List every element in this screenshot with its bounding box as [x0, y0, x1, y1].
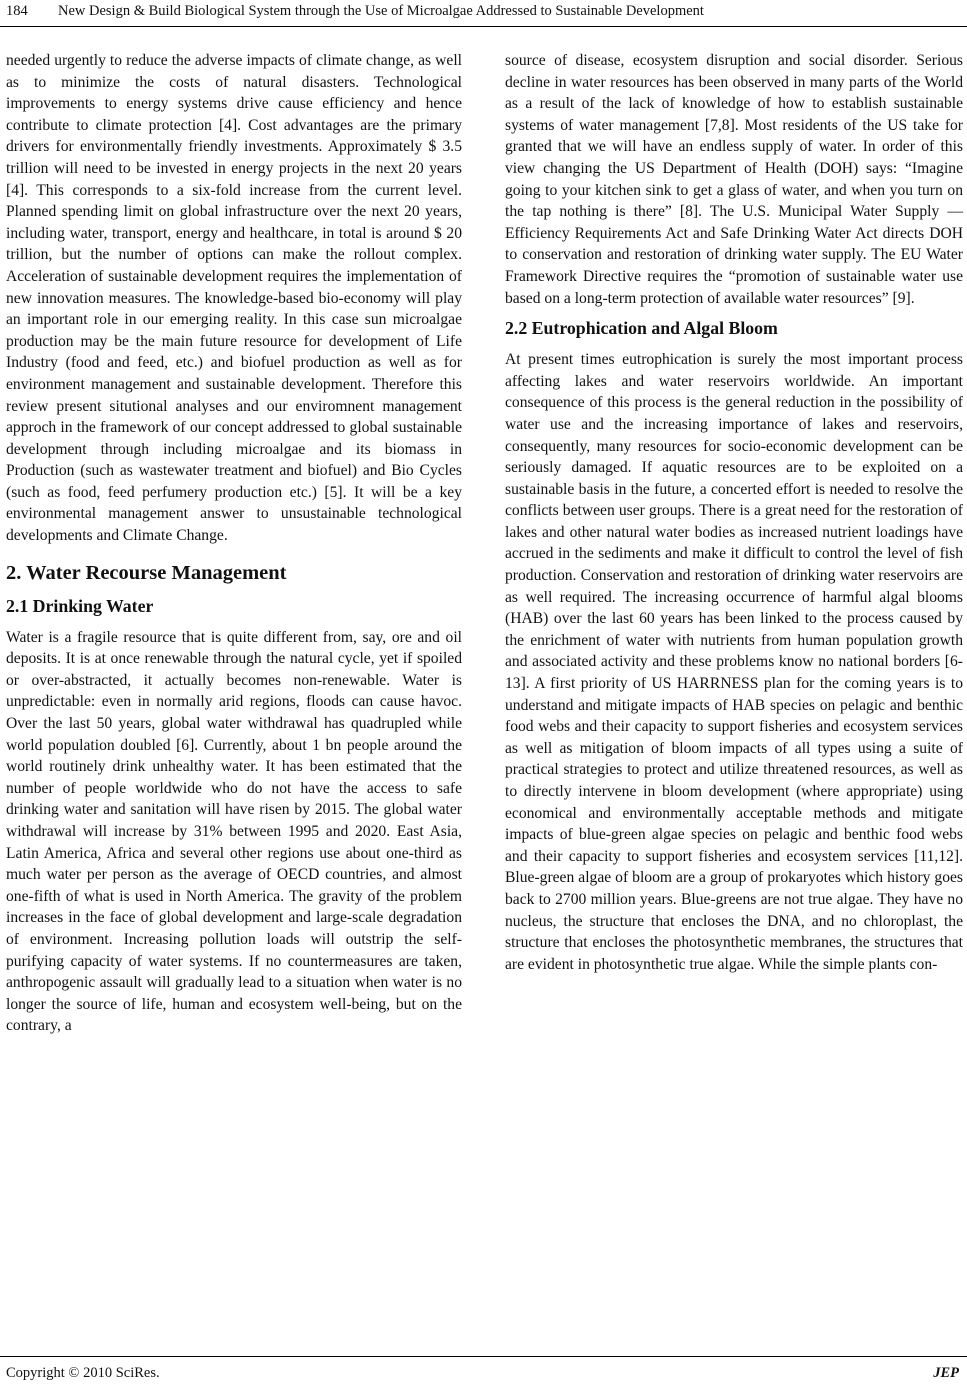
footer-rule [0, 1356, 967, 1357]
paragraph: source of disease, ecosystem disruption and social disorder. Serious decline in water resources has been observed in many parts of the World as a result of the lack of knowledge of how to establish sustainable systems of water management [7,8]. Most residents of the US take for granted that we will have an endless supply of water. In order of this view changing the US Department of Health (DOH) says: “Imagine going to your kitchen sink to get a glass of water, and when you turn on the tap nothing is there” [8]. The U.S. Municipal Water Supply —Efficiency Requirements Act and Safe Drinking Water Act directs DOH to conservation and restoration of drinking water supply. The EU Water Framework Directive requires the “promotion of sustainable water use based on a long-term protection of available water resources” [9]. [505, 52, 963, 307]
journal-abbreviation: JEP [933, 1365, 959, 1381]
paragraph: needed urgently to reduce the adverse impacts of climate change, as well as to minimize the costs of natural disasters. Technological improvements to energy systems drive cause efficiency and hence contribute to climate protection [4]. Cost advantages are the primary drivers for environmentally friendly investments. Approximately $ 3.5 trillion will need to be invested in energy projects in the next 20 years [4]. This corresponds to a six-fold increase from the current level. Planned spending limit on global infrastructure over the next 20 years, including water, transport, energy and healthcare, in total is around $ 20 trillion, but the number of options can make the rollout complex. Acceleration of sustainable development requires the implementation of new innovation measures. The knowledge-based bio-economy will play an important role in our emerging reality. In this case sun microalgae production may be the main future resource for development of Life Industry (food and feed, etc.) and biofuel production as well as for environment management and sustainable development. Therefore this review present situtional analyses and our enviromnent management approch in the framework of our concept addressed to global sustainable development through including microalgae and its biomass in Production (such as wastewater treatment and biofuel) and Bio Cycles (such as food, feed perfumery production etc.) [5]. It will be a key environmental management answer to unsustainable technological developments and Climate Change. [6, 52, 462, 545]
right-column [505, 50, 963, 983]
paragraph: At present times eutrophication is surely the most important process affecting lakes and water reservoirs worldwide. An important consequence of this process is the general reduction in the possibility of water use and the increasing importance of lakes and reservoirs, consequently, many resources for socio-economic development can be seriously damaged. If aquatic resources are to be exploited on a sustainable basis in the future, a concerted effort is needed to resolve the conflicts between user groups. There is a great need for the restoration of lakes and other natural water bodies as increased nutrient loadings have accrued in the sediments and make it difficult to control the level of fish production. Conservation and restoration of drinking water reservoirs are as well required. The increasing occurrence of harmful algal blooms (HAB) over the last 60 years has been linked to the process caused by the enrichment of water with nutrients from human population growth and associated activity and these problems know no national borders [6-13]. A first priority of US HARRNESS plan for the coming years is to understand and mitigate impacts of HAB species on pelagic and benthic food webs and their capacity to support fisheries and ecosystem services as well as mitigation of bloom impacts of all types using a suite of practical strategies to protect and utilize threatened resources, as well as to directly intervene in bloom development (where appropriate) using economical and environmentally acceptable methods and mitigate impacts of blue-green algae species on pelagic and benthic food webs and their capacity to support fisheries and ecosystem services [11,12]. Blue-green algae of bloom are a group of prokaryotes which history goes back to 2700 million years. Blue-greens are not true algae. They have no nucleus, the structure that encloses the DNA, and no chloroplast, the structure that encloses the photosynthetic membranes, the structures that are evident in photosynthetic true algae. While the simple plants con- [505, 351, 963, 973]
header-rule [0, 26, 967, 27]
page-header [0, 0, 967, 30]
subsection-heading: 2.1 Drinking Water [6, 595, 154, 616]
paragraph: Water is a fragile resource that is quite different from, say, ore and oil deposits. It is at once renewable through the natural cycle, yet if spoiled or over-abstracted, it actually becomes non-renewable. Water is unpredictable: even in normally arid regions, floods can cause havoc. Over the last 50 years, global water withdrawal has quadrupled while world population doubled [6]. Currently, about 1 bn people around the world routinely drink unhealthy water. It has been estimated that the number of people worldwide who do not have the access to safe drinking water and sanitation will have risen by 2015. The global water withdrawal will increase by 31% between 1995 and 2020. East Asia, Latin America, Africa and several other regions use about one-third as much water per person as the average of OECD countries, and almost one-fifth of what is used in North America. The gravity of the problem increases in the face of global development and large-scale degradation of environment. Increasing pollution loads will outstrip the self-purifying capacity of water systems. If no countermeasures are taken, anthropogenic assault will gradually lead to a situation when water is no longer the source of life, human and ecosystem well-being, but on the contrary, a [6, 628, 462, 1035]
left-column [6, 50, 462, 1045]
running-title: New Design & Build Biological System through the Use of Microalgae Addressed to Sustainable Development [58, 3, 704, 19]
subsection-heading: 2.2 Eutrophication and Algal Bloom [505, 318, 778, 339]
page-number: 184 [6, 3, 28, 19]
copyright-notice: Copyright © 2010 SciRes. [6, 1365, 160, 1381]
section-heading: 2. Water Recourse Management [6, 561, 287, 584]
page-footer [0, 1356, 967, 1386]
